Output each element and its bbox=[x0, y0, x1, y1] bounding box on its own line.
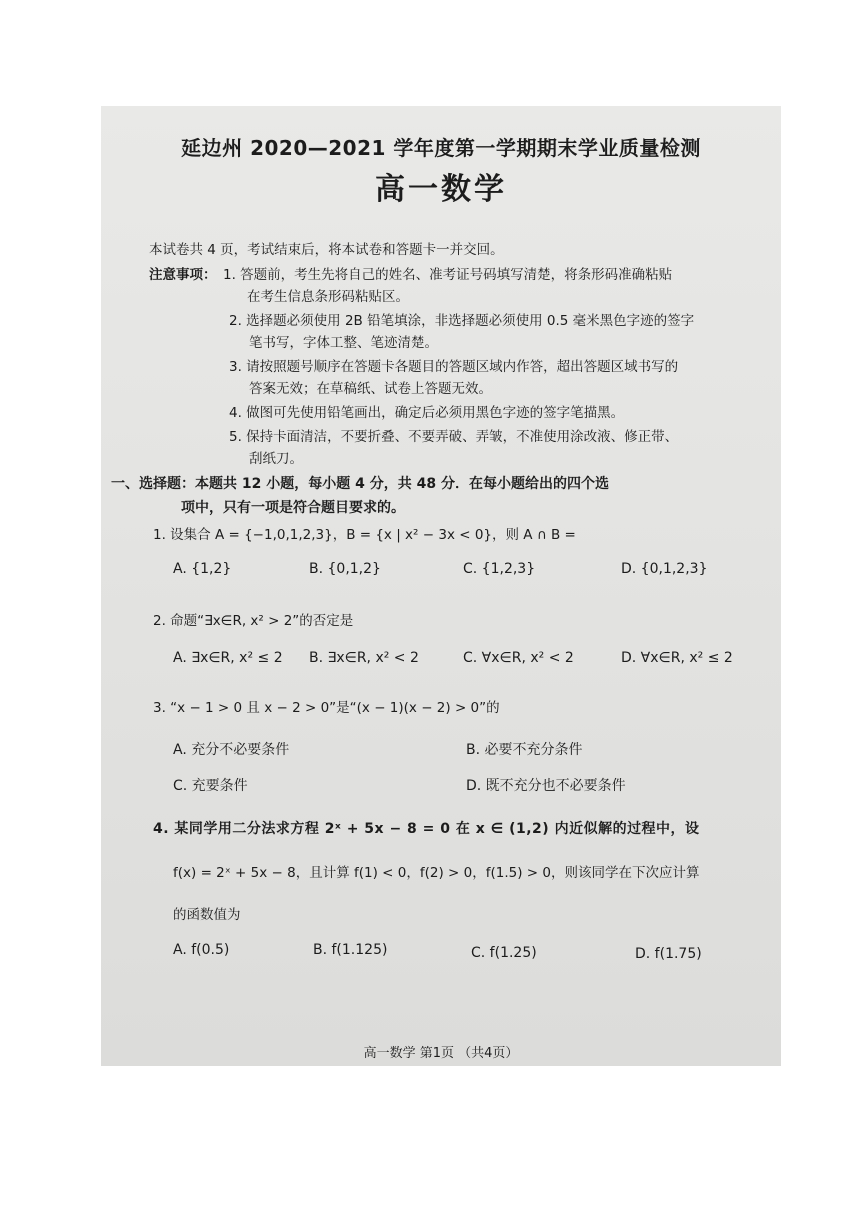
instruction-line: 2. 选择题必须使用 2B 铅笔填涂，非选择题必须使用 0.5 毫米黑色字迹的签字 bbox=[229, 313, 695, 329]
question-2-option-a: A. ∃x∈R, x² ≤ 2 bbox=[173, 650, 283, 666]
instructions-label: 注意事项： bbox=[149, 267, 217, 283]
question-4-option-a: A. f(0.5) bbox=[173, 942, 230, 958]
question-2-option-d: D. ∀x∈R, x² ≤ 2 bbox=[621, 650, 733, 666]
exam-page bbox=[101, 106, 781, 1066]
question-1-option-d: D. {0,1,2,3} bbox=[621, 561, 708, 577]
question-2-stem: 2. 命题“∃x∈R, x² > 2”的否定是 bbox=[153, 613, 354, 629]
question-3-option-a: A. 充分不必要条件 bbox=[173, 742, 290, 758]
question-1-option-b: B. {0,1,2} bbox=[309, 561, 381, 577]
question-1-option-a: A. {1,2} bbox=[173, 561, 232, 577]
question-2-option-c: C. ∀x∈R, x² < 2 bbox=[463, 650, 574, 666]
page-footer: 高一数学 第1页 （共4页） bbox=[363, 1046, 519, 1061]
instruction-line: 笔书写，字体工整、笔迹清楚。 bbox=[249, 335, 438, 351]
question-3-option-d: D. 既不充分也不必要条件 bbox=[466, 778, 626, 794]
instruction-line: 1. 答题前，考生先将自己的姓名、准考证号码填写清楚，将条形码准确粘贴 bbox=[223, 267, 673, 283]
instruction-line: 在考生信息条形码粘贴区。 bbox=[247, 289, 409, 305]
question-4-option-b: B. f(1.125) bbox=[313, 942, 388, 958]
instruction-line: 5. 保持卡面清洁，不要折叠、不要弄破、弄皱，不准使用涂改液、修正带、 bbox=[229, 429, 679, 445]
question-4-stem-line1: 4. 某同学用二分法求方程 2ˣ + 5x − 8 = 0 在 x ∈ (1,2) 内近似解的过程中，设 bbox=[153, 821, 700, 837]
question-4-option-c: C. f(1.25) bbox=[471, 945, 537, 961]
question-4-option-d: D. f(1.75) bbox=[635, 946, 702, 962]
instruction-line: 3. 请按照题号顺序在答题卡各题目的答题区域内作答，超出答题区域书写的 bbox=[229, 359, 679, 375]
question-2-option-b: B. ∃x∈R, x² < 2 bbox=[309, 650, 419, 666]
question-3-stem: 3. “x − 1 > 0 且 x − 2 > 0”是“(x − 1)(x − 2) > 0”的 bbox=[153, 700, 500, 716]
instruction-line: 刮纸刀。 bbox=[249, 451, 303, 467]
question-3-option-c: C. 充要条件 bbox=[173, 778, 248, 794]
question-4-stem-line2: f(x) = 2ˣ + 5x − 8，且计算 f(1) < 0，f(2) > 0，f(1.5) > 0，则该同学在下次应计算 bbox=[173, 865, 700, 881]
section-heading-cont: 项中，只有一项是符合题目要求的。 bbox=[181, 500, 405, 516]
question-3-option-b: B. 必要不充分条件 bbox=[466, 742, 583, 758]
instructions-intro: 本试卷共 4 页，考试结束后，将本试卷和答题卡一并交回。 bbox=[149, 242, 504, 258]
subject-title: 高一数学 bbox=[375, 172, 507, 207]
section-heading: 一、选择题：本题共 12 小题，每小题 4 分，共 48 分．在每小题给出的四个选 bbox=[111, 476, 609, 492]
instruction-line: 答案无效；在草稿纸、试卷上答题无效。 bbox=[249, 381, 492, 397]
exam-title: 延边州 2020—2021 学年度第一学期期末学业质量检测 bbox=[181, 136, 701, 160]
question-4-stem-line3: 的函数值为 bbox=[173, 907, 241, 923]
instruction-line: 4. 做图可先使用铅笔画出，确定后必须用黑色字迹的签字笔描黑。 bbox=[229, 405, 625, 421]
question-1-option-c: C. {1,2,3} bbox=[463, 561, 536, 577]
question-1-stem: 1. 设集合 A = {−1,0,1,2,3}，B = {x | x² − 3x < 0}，则 A ∩ B = bbox=[153, 527, 576, 543]
